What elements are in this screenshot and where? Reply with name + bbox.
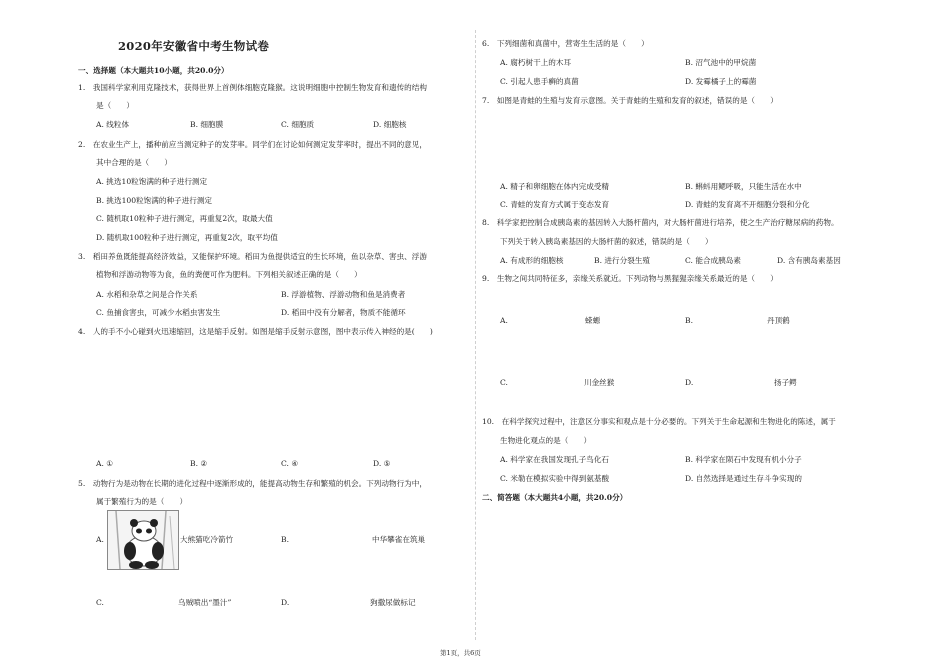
q9-option-d: 扬子鳄 [774, 378, 797, 387]
q3-option-a: A. 水稻和杂草之间是合作关系 [96, 290, 198, 299]
q10-option-d: D. 自然选择是通过生存斗争实现的 [685, 474, 802, 483]
q4-option-d: D. ⑤ [373, 459, 391, 468]
q8-stem: 8. 科学家把控制合成胰岛素的基因转入大肠杆菌内，对大肠杆菌进行培养，使之生产治疗糖尿病的药物。 [482, 218, 839, 227]
q8-option-d: D. 含有胰岛素基因 [777, 256, 841, 265]
q9-stem: 9. 生物之间共同特征多，亲缘关系就近。下列动物与黑猩猩亲缘关系最近的是（ ） [482, 274, 778, 283]
section-heading-choice: 一、选择题（本大题共10小题，共20.0分） [78, 66, 229, 75]
q6-option-a: A. 腐朽树干上的木耳 [500, 58, 572, 67]
q3-option-d: D. 稻田中没有分解者，物质不能循环 [281, 308, 406, 317]
q2-option-b: B. 挑选100粒饱满的种子进行测定 [96, 196, 213, 205]
q5-option-d-letter: D. [281, 598, 290, 607]
q2-stem-cont: 其中合理的是（ ） [96, 158, 172, 167]
q3-option-c: C. 鱼捕食害虫，可减少水稻虫害发生 [96, 308, 221, 317]
q5-option-c-letter: C. [96, 598, 104, 607]
q5-option-d: 狗撒尿做标记 [370, 598, 416, 607]
panda-icon [108, 511, 178, 569]
q5-option-b-letter: B. [281, 535, 289, 544]
q5-option-b: 中华攀雀在筑巢 [372, 535, 426, 544]
q1-option-d: D. 细胞核 [373, 120, 407, 129]
column-divider [475, 30, 476, 640]
q5-stem-cont: 属于繁殖行为的是（ ） [96, 497, 188, 506]
reflex-arc-figure-area [138, 342, 398, 452]
q1-option-c: C. 细胞质 [281, 120, 315, 129]
q5-option-c: 乌贼喷出“墨汁” [178, 598, 232, 607]
q3-stem: 3. 稻田养鱼既能提高经济效益，又能保护环境。稻田为鱼提供适宜的生长环境，鱼以杂草、害虫、浮游 [78, 252, 427, 261]
q8-option-b: B. 进行分裂生殖 [594, 256, 650, 265]
q7-option-d: D. 青蛙的发育离不开细胞分裂和分化 [685, 200, 810, 209]
q6-option-d: D. 发霉橘子上的霉菌 [685, 77, 757, 86]
q9-option-d-letter: D. [685, 378, 694, 387]
q7-option-a: A. 精子和卵细胞在体内完成受精 [500, 182, 610, 191]
q2-stem: 2. 在农业生产上，播种前应当测定种子的发芽率。同学们在讨论如何测定发芽率时，提出不同的意见， [78, 140, 427, 149]
q4-option-c: C. ④ [281, 459, 299, 468]
q10-option-a: A. 科学家在我国发现孔子鸟化石 [500, 455, 610, 464]
q6-option-b: B. 沼气池中的甲烷菌 [685, 58, 757, 67]
q4-option-b: B. ② [190, 459, 208, 468]
q2-option-d: D. 随机取100粒种子进行测定，再重复2次，取平均值 [96, 233, 278, 242]
page-title: 2020年安徽省中考生物试卷 [118, 39, 270, 53]
q10-stem: 10. 在科学探究过程中，注意区分事实和观点是十分必要的。下列关于生命起源和生物进化的陈述，属于 [482, 417, 836, 426]
panda-photo [107, 510, 179, 570]
q6-stem: 6. 下列细菌和真菌中，营寄生生活的是（ ） [482, 39, 649, 48]
q3-option-b: B. 浮游植物、浮游动物和鱼是消费者 [281, 290, 406, 299]
q5-option-a: 大熊猫吃冷箭竹 [180, 535, 234, 544]
q10-option-b: B. 科学家在陨石中发现有机小分子 [685, 455, 802, 464]
q9-option-a: 蝾螈 [585, 316, 601, 325]
q7-stem: 7. 如图是青蛙的生殖与发育示意图。关于青蛙的生殖和发育的叙述，错误的是（ ） [482, 96, 778, 105]
q5-stem: 5. 动物行为是动物在长期的进化过程中逐渐形成的，能提高动物生存和繁殖的机会。下列动物行为中， [78, 479, 427, 488]
q3-stem-cont: 植物和浮游动物等为食，鱼的粪便可作为肥料。下列相关叙述正确的是（ ） [96, 270, 362, 279]
q5-option-a-letter: A. [96, 535, 104, 544]
q7-option-c: C. 青蛙的发育方式属于变态发育 [500, 200, 610, 209]
q4-stem: 4. 人的手不小心碰到火迅速缩回，这是缩手反射。如图是缩手反射示意图，图中表示传入神经的是( ) [78, 327, 433, 336]
q1-stem-cont: 是（ ） [96, 101, 134, 110]
section-heading-short-answer: 二、简答题（本大题共4小题，共20.0分） [482, 493, 628, 502]
q8-option-c: C. 能合成胰岛素 [685, 256, 741, 265]
q8-option-a: A. 有成形的细胞核 [500, 256, 564, 265]
q1-option-a: A. 线粒体 [96, 120, 130, 129]
q2-option-a: A. 挑选10粒饱满的种子进行测定 [96, 177, 208, 186]
q9-option-a-letter: A. [500, 316, 508, 325]
q2-option-c: C. 随机取10粒种子进行测定，再重复2次，取最大值 [96, 214, 273, 223]
q8-stem-cont: 下列关于转入胰岛素基因的大肠杆菌的叙述，错误的是（ ） [500, 237, 713, 246]
page-number: 第1页，共6页 [440, 649, 481, 657]
q9-option-c: 川金丝猴 [584, 378, 615, 387]
q10-stem-cont: 生物进化观点的是（ ） [500, 436, 592, 445]
q1-stem: 1. 我国科学家利用克隆技术，获得世界上首例体细胞克隆猴。这说明细胞中控制生物发育和遗传的结构 [78, 83, 427, 92]
q9-option-b: 丹顶鹤 [767, 316, 790, 325]
q9-option-b-letter: B. [685, 316, 693, 325]
q9-option-c-letter: C. [500, 378, 508, 387]
q1-option-b: B. 细胞膜 [190, 120, 224, 129]
q4-option-a: A. ① [96, 459, 114, 468]
q10-option-c: C. 米勒在模拟实验中得到氨基酸 [500, 474, 610, 483]
frog-lifecycle-figure-area [562, 112, 802, 174]
q6-option-c: C. 引起人患手癣的真菌 [500, 77, 579, 86]
q7-option-b: B. 蝌蚪用鳃呼吸，只能生活在水中 [685, 182, 802, 191]
